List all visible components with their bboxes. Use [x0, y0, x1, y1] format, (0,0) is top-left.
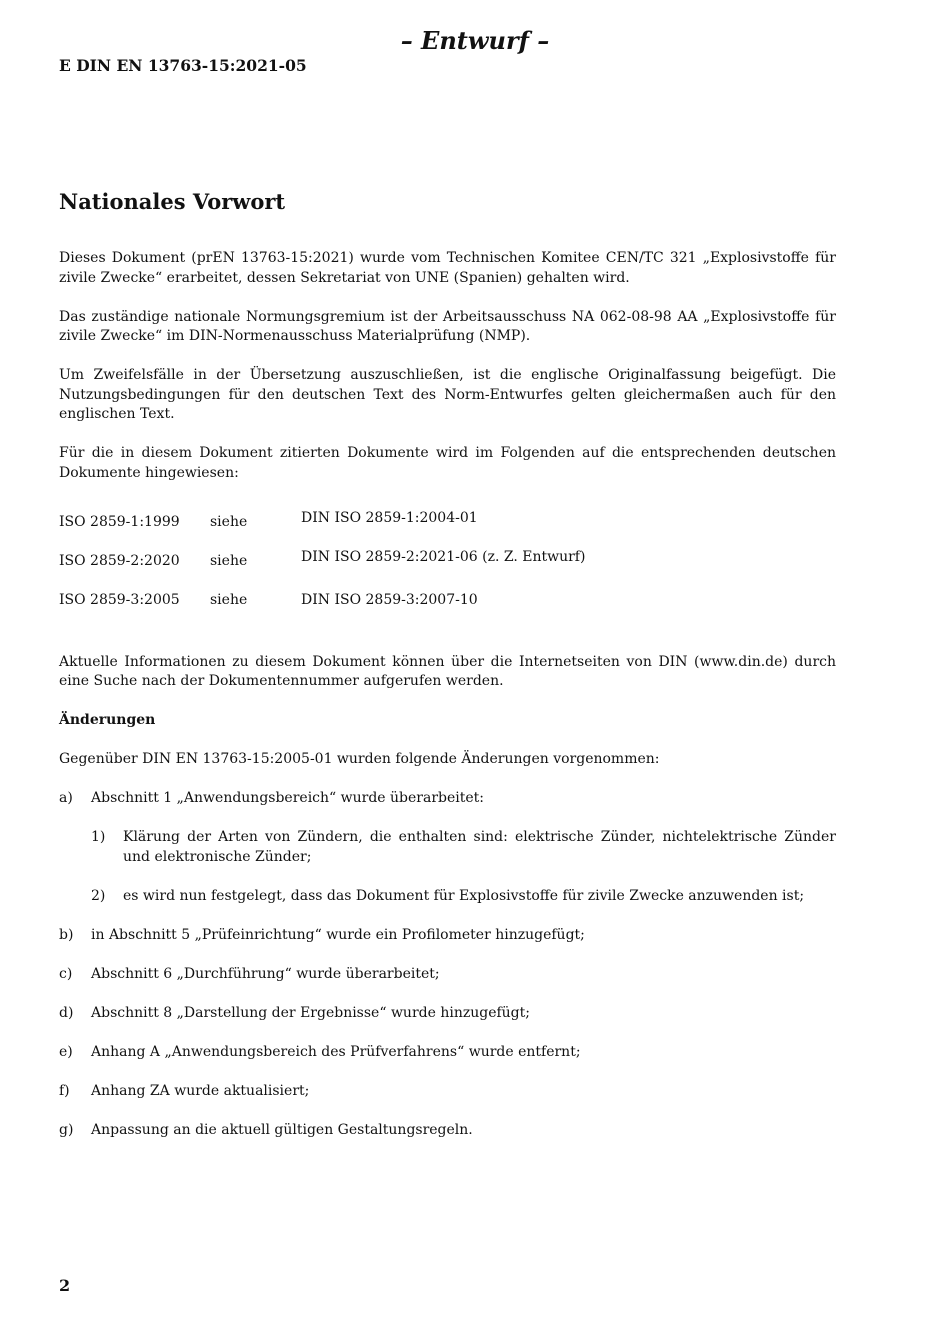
reference-din: DIN ISO 2859-2:2021-06 (z. Z. Entwurf) [301, 548, 586, 565]
list-item [59, 965, 836, 985]
sub-list-item [91, 828, 836, 867]
paragraph-national-body: Das zuständige nationale Normungsgremium ist der Arbeitsausschuss NA 062-08-98 AA „Explosivstoffe für zivile Zwecke“ im DIN-Normenausschuss Materialprüfung (NMP). [59, 308, 836, 344]
list-text: Abschnitt 1 „Anwendungsbereich“ wurde überarbeitet: [91, 790, 485, 806]
list-item [59, 1004, 836, 1024]
list-marker: a) [59, 790, 73, 806]
reference-table [59, 503, 836, 620]
reference-relation: siehe [210, 591, 248, 608]
paragraph-translation: Um Zweifelsfälle in der Übersetzung auszuschließen, ist die englische Originalfassung beigefügt. Die Nutzungsbedingungen für den deutschen Text des Norm-Entwurfes gelten gleichermaßen auch für den englischen Text. [59, 367, 836, 422]
draft-mark: – Entwurf – [400, 26, 550, 55]
section-title: Nationales Vorwort [59, 189, 286, 214]
changes-heading: Änderungen [59, 712, 156, 728]
reference-row [59, 581, 836, 620]
page-content [59, 188, 836, 1160]
list-marker: 1) [91, 829, 106, 845]
list-marker: c) [59, 965, 73, 982]
list-marker: e) [59, 1043, 73, 1060]
reference-row [59, 542, 836, 581]
paragraph-committee: Dieses Dokument (prEN 13763-15:2021) wurde vom Technischen Komitee CEN/TC 321 „Explosivstoffe für zivile Zwecke“ erarbeitet, dessen Sekretariat von UNE (Spanien) gehalten wird. [59, 250, 836, 286]
list-item [59, 789, 836, 809]
list-text: Klärung der Arten von Zündern, die enthalten sind: elektrische Zünder, nichtelektrische Zünder und elektronische Zünder; [123, 829, 836, 865]
list-text: es wird nun festgelegt, dass das Dokument für Explosivstoffe für zivile Zwecke anzuwenden ist; [123, 887, 805, 904]
changes-intro: Gegenüber DIN EN 13763-15:2005-01 wurden folgende Änderungen vorgenommen: [59, 751, 660, 767]
list-text: Abschnitt 8 „Darstellung der Ergebnisse“ wurde hinzugefügt; [91, 1004, 530, 1021]
list-item [59, 1121, 836, 1141]
list-item [59, 1043, 836, 1063]
list-marker: 2) [91, 887, 106, 904]
paragraph-online-info: Aktuelle Informationen zu diesem Dokument können über die Internetseiten von DIN (www.din.de) durch eine Suche nach der Dokumentennummer aufgerufen werden. [59, 653, 836, 689]
list-text: in Abschnitt 5 „Prüfeinrichtung“ wurde ein Profilometer hinzugefügt; [91, 926, 585, 943]
sub-list-item [91, 887, 836, 907]
page-number: 2 [59, 1276, 71, 1295]
list-text: Anhang A „Anwendungsbereich des Prüfverfahrens“ wurde entfernt; [91, 1043, 581, 1060]
list-text: Anhang ZA wurde aktualisiert; [91, 1082, 310, 1099]
list-marker: g) [59, 1121, 74, 1138]
list-text: Abschnitt 6 „Durchführung“ wurde überarbeitet; [91, 965, 440, 982]
list-marker: d) [59, 1004, 74, 1021]
list-item [59, 926, 836, 946]
reference-relation: siehe [210, 513, 248, 530]
reference-iso: ISO 2859-2:2020 [59, 552, 180, 569]
reference-iso: ISO 2859-1:1999 [59, 513, 180, 530]
reference-relation: siehe [210, 552, 248, 569]
reference-row [59, 503, 836, 542]
list-marker: f) [59, 1082, 70, 1099]
document-id: E DIN EN 13763-15:2021-05 [59, 56, 307, 75]
list-item [59, 1082, 836, 1102]
list-text: Anpassung an die aktuell gültigen Gestaltungsregeln. [91, 1121, 473, 1138]
paragraph-references-intro: Für die in diesem Dokument zitierten Dokumente wird im Folgenden auf die entsprechenden deutschen Dokumente hingewiesen: [59, 445, 836, 481]
list-marker: b) [59, 926, 74, 943]
reference-iso: ISO 2859-3:2005 [59, 591, 180, 608]
reference-din: DIN ISO 2859-1:2004-01 [301, 509, 478, 526]
reference-din: DIN ISO 2859-3:2007-10 [301, 591, 478, 608]
